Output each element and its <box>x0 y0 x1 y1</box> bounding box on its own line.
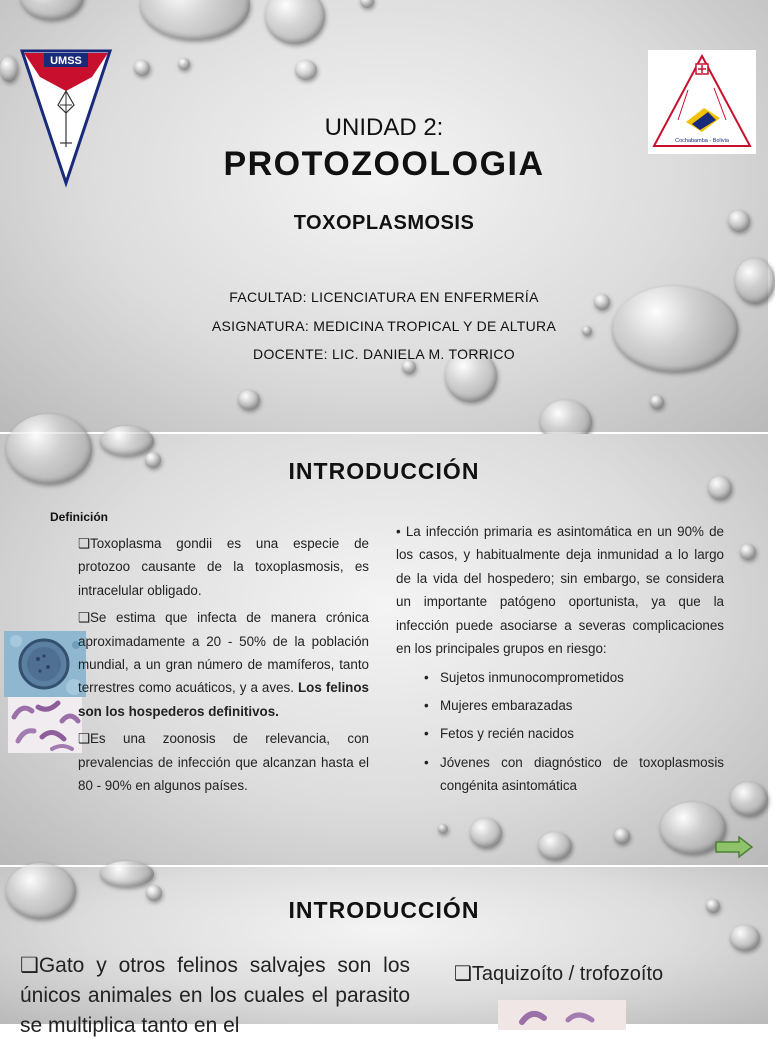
water-drop <box>265 0 325 44</box>
primary-infection-paragraph: • La infección primaria es asintomática en un 90% de los casos, y habitualmente deja inmunidad a lo largo de la vida del hospedero; sin embargo, se considera un importante patógeno oportunista, ya que la infección puede asociarse a severas complicaciones en los principales grupos en riesgo: <box>396 524 724 657</box>
water-drop <box>100 426 154 456</box>
slide-heading: INTRODUCCIÓN <box>288 458 480 484</box>
next-slide-arrow-icon[interactable] <box>715 836 753 858</box>
list-item: • Sujetos inmunocomprometidos <box>424 664 724 692</box>
slide-heading: INTRODUCCIÓN <box>288 897 480 923</box>
right-text-block <box>396 520 724 797</box>
water-drop <box>538 832 572 860</box>
water-drop <box>134 60 150 76</box>
slide-title: PROTOZOOLOGIA <box>223 145 545 183</box>
water-drop <box>438 824 448 834</box>
toxoplasma-cyst-micrograph <box>4 631 86 697</box>
introduction-slide <box>0 434 768 865</box>
list-item: • Fetos y recién nacidos <box>424 720 724 748</box>
subject-line: ASIGNATURA: MEDICINA TROPICAL Y DE ALTURA <box>211 318 557 334</box>
water-drop <box>730 925 760 951</box>
definitive-host-text: Los felinos son los hospederos definitivos. <box>78 680 369 719</box>
water-drop <box>0 56 18 82</box>
tachyzoite-label: ❑Taquizoíto / trofozoíto <box>454 963 664 985</box>
water-drop <box>740 544 756 560</box>
water-drop <box>100 861 154 887</box>
water-drop <box>470 818 502 848</box>
title-slide <box>0 0 768 432</box>
water-drop <box>730 782 768 816</box>
water-drop <box>360 0 374 8</box>
water-drop <box>614 828 630 844</box>
tachyzoite-image <box>498 1000 626 1030</box>
water-drop <box>20 0 84 20</box>
water-drop <box>140 0 250 40</box>
tachyzoite-micrograph <box>8 697 82 753</box>
umss-logo-text: UMSS <box>50 55 82 67</box>
water-drop <box>238 390 260 410</box>
water-drop <box>650 395 664 409</box>
prevalence-text: ❑Se estima que infecta de manera crónica aproximadamente a 20 - 50% de la población mundial, a un gran número de mamíferos, tanto terrestres como acuáticos, y a aves. <box>78 610 369 696</box>
definition-label: Definición <box>50 510 109 524</box>
slide-subtitle: TOXOPLASMOSIS <box>293 212 475 234</box>
water-drop <box>178 58 190 70</box>
definition-paragraph: ❑Toxoplasma gondii es una especie de protozoo causante de la toxoplasmosis, es intracelular obligado. <box>78 536 369 598</box>
list-item: • Jóvenes con diagnóstico de toxoplasmosis congénita asintomática <box>424 748 724 797</box>
left-text-block <box>78 532 369 797</box>
introduction-slide-2 <box>0 867 768 1037</box>
zoonosis-paragraph: ❑Es una zoonosis de relevancia, con prevalencias de infección que alcanzan hasta el 80 - 90% en algunos países. <box>78 731 369 794</box>
water-drop <box>402 360 416 374</box>
faculty-line: FACULTAD: LICENCIATURA EN ENFERMERÍA <box>229 289 539 305</box>
felines-paragraph: ❑Gato y otros felinos salvajes son los únicos animales en los cuales el parasito se multiplica tanto en el <box>20 954 410 1037</box>
teacher-line: DOCENTE: LIC. DANIELA M. TORRICO <box>253 346 515 362</box>
prevalence-paragraph <box>78 606 369 723</box>
list-item: • Mujeres embarazadas <box>424 692 724 720</box>
risk-groups-list <box>424 664 724 797</box>
water-drop <box>295 60 317 80</box>
faculty-logo-text: Cochabamba - Bolivia <box>675 138 729 144</box>
unit-label: UNIDAD 2: <box>324 114 444 141</box>
